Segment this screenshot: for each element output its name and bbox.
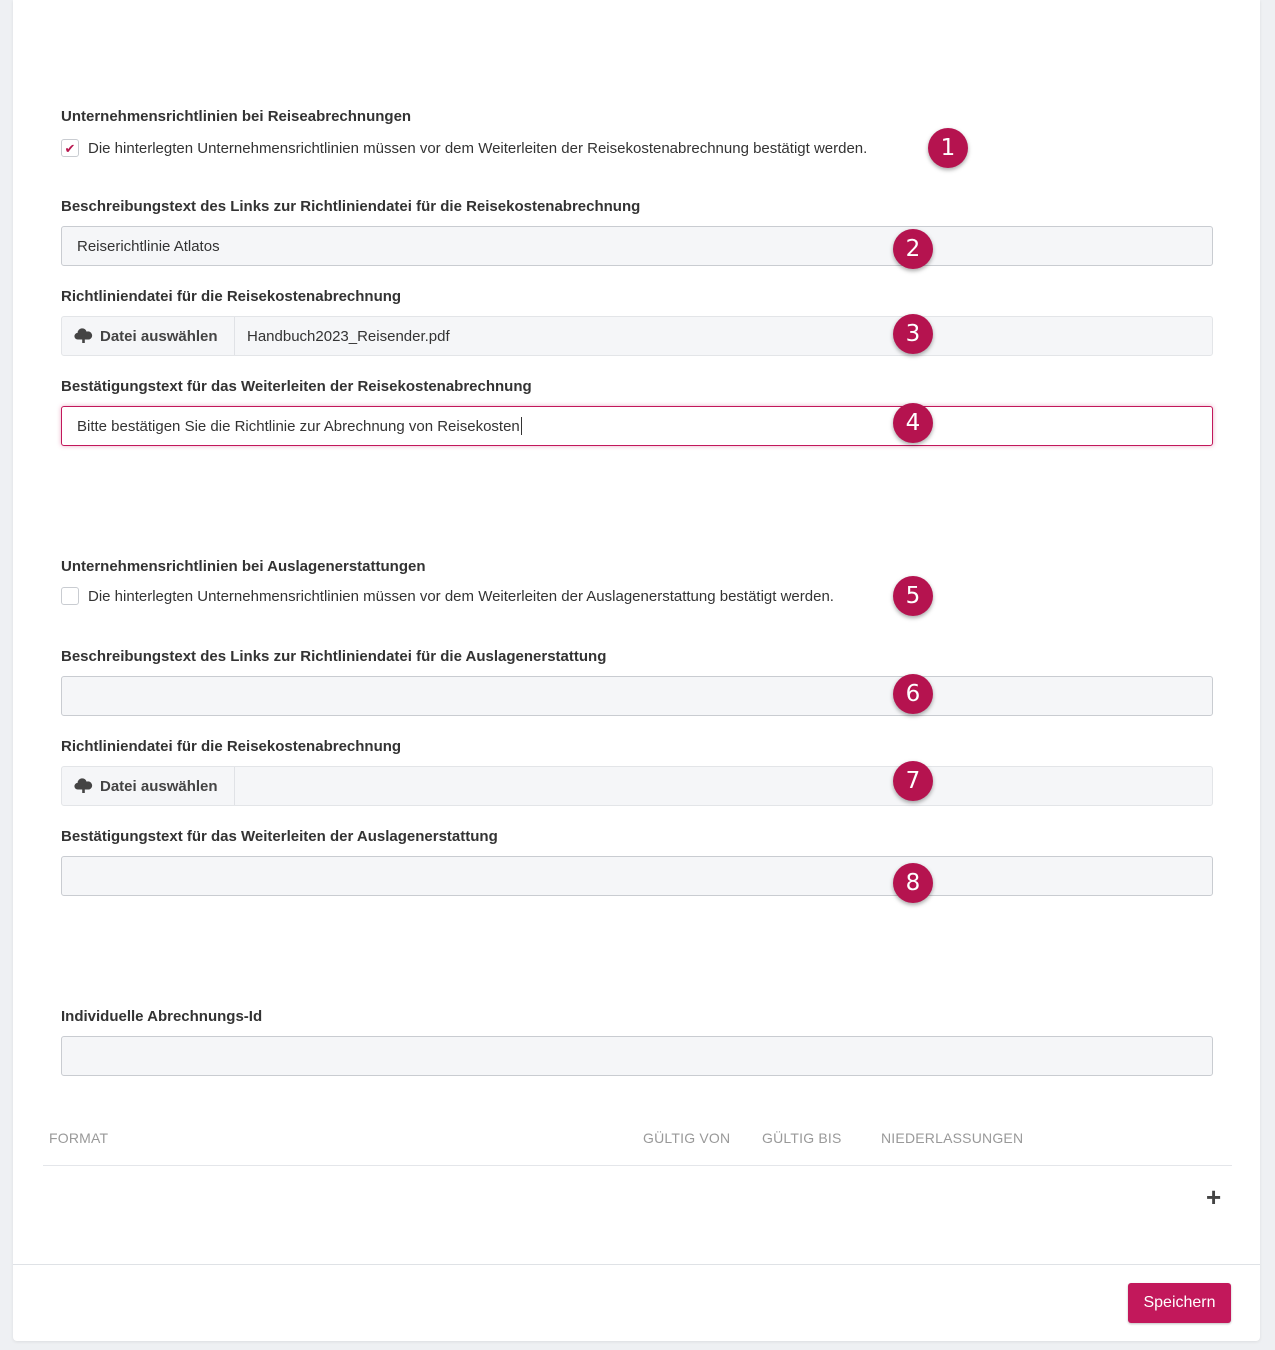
travel-confirm-text-input[interactable]: [61, 406, 1213, 446]
plus-icon[interactable]: +: [1206, 1182, 1222, 1212]
expense-file-label: Richtliniendatei für die Reisekostenabrechnung: [61, 738, 402, 755]
expense-policy-checkbox[interactable]: [61, 587, 79, 605]
annotation-badge-7: 7: [893, 761, 933, 801]
travel-choose-file-label: Datei auswählen: [100, 327, 218, 345]
annotation-badge-5: 5: [893, 576, 933, 616]
footer-divider: [13, 1264, 1260, 1265]
expense-confirm-text-label: Bestätigungstext für das Weiterleiten der Auslagenerstattung: [61, 828, 498, 845]
travel-policy-checkbox-row[interactable]: [61, 138, 867, 158]
table-header-divider: [43, 1165, 1232, 1166]
expense-file-name: [235, 767, 247, 805]
expense-policy-section-label: Unternehmensrichtlinien bei Auslagenerstattungen: [61, 558, 426, 575]
column-header-branches[interactable]: NIEDERLASSUNGEN: [881, 1130, 1024, 1146]
travel-link-text-label: Beschreibungstext des Links zur Richtliniendatei für die Reisekostenabrechnung: [61, 198, 641, 215]
travel-policy-checkbox-label: Die hinterlegten Unternehmensrichtlinien müssen vor dem Weiterleiten der Reisekostenabrechnung bestätigt werden.: [88, 139, 868, 157]
expense-link-text-input[interactable]: [61, 676, 1213, 716]
expense-file-picker[interactable]: [61, 766, 1213, 806]
checkmark-icon: ✔: [64, 140, 76, 156]
travel-choose-file-button[interactable]: [62, 317, 235, 355]
expense-policy-checkbox-label: Die hinterlegten Unternehmensrichtlinien müssen vor dem Weiterleiten der Auslagenerstattung bestätigt werden.: [88, 587, 834, 605]
travel-file-picker[interactable]: [61, 316, 1213, 356]
travel-link-text-input[interactable]: [61, 226, 1213, 266]
annotation-badge-8: 8: [893, 863, 933, 903]
travel-confirm-text-value: Bitte bestätigen Sie die Richtlinie zur Abrechnung von Reisekosten: [77, 417, 520, 435]
annotation-badge-4: 4: [893, 403, 933, 443]
save-button[interactable]: Speichern: [1128, 1283, 1231, 1323]
travel-file-name: Handbuch2023_Reisender.pdf: [247, 327, 450, 345]
expense-confirm-text-input[interactable]: [61, 856, 1213, 896]
expense-choose-file-button[interactable]: [62, 767, 235, 805]
annotation-badge-1: 1: [928, 128, 968, 168]
expense-link-text-label: Beschreibungstext des Links zur Richtliniendatei für die Auslagenerstattung: [61, 648, 607, 665]
column-header-valid-to[interactable]: GÜLTIG BIS: [762, 1130, 842, 1146]
cloud-upload-icon: [74, 328, 93, 344]
billing-id-label: Individuelle Abrechnungs-Id: [61, 1008, 263, 1025]
travel-policy-section-label: Unternehmensrichtlinien bei Reiseabrechnungen: [61, 108, 412, 125]
column-header-format[interactable]: FORMAT: [49, 1130, 109, 1146]
expense-choose-file-label: Datei auswählen: [100, 777, 218, 795]
travel-policy-checkbox[interactable]: [61, 139, 79, 157]
travel-link-text-value: Reiserichtlinie Atlatos: [77, 237, 220, 255]
annotation-badge-2: 2: [893, 229, 933, 269]
expense-policy-checkbox-row[interactable]: [61, 586, 834, 606]
column-header-valid-from[interactable]: GÜLTIG VON: [643, 1130, 731, 1146]
travel-file-label: Richtliniendatei für die Reisekostenabrechnung: [61, 288, 402, 305]
annotation-badge-3: 3: [893, 314, 933, 354]
travel-confirm-text-label: Bestätigungstext für das Weiterleiten der Reisekostenabrechnung: [61, 378, 532, 395]
text-cursor: [521, 417, 522, 435]
cloud-upload-icon: [74, 778, 93, 794]
annotation-badge-6: 6: [893, 674, 933, 714]
billing-id-input[interactable]: [61, 1036, 1213, 1076]
